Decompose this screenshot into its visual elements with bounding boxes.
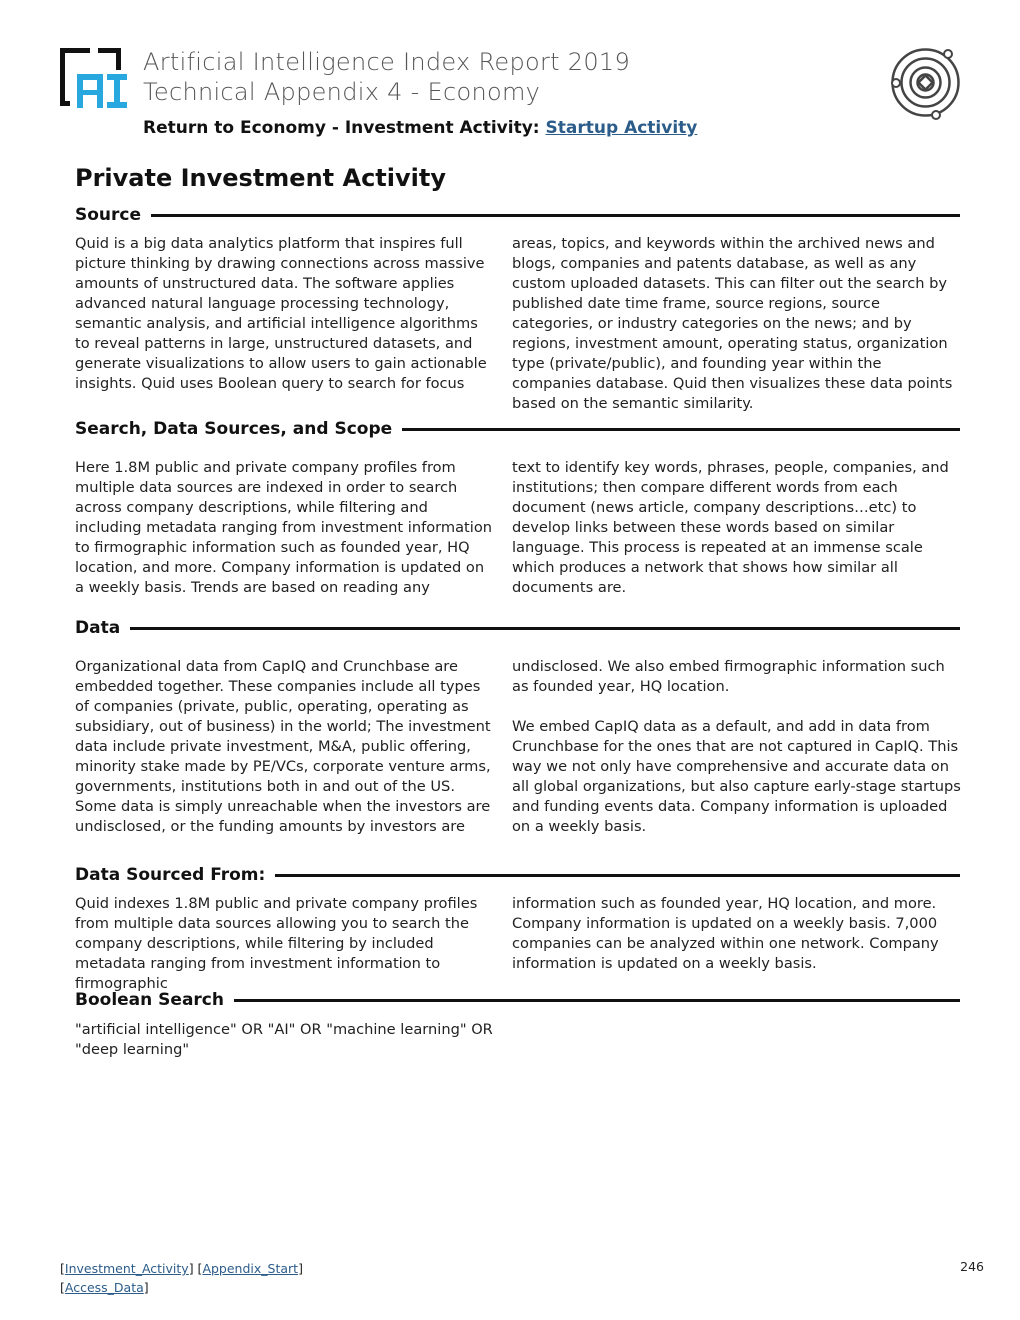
section-divider [234, 999, 960, 1002]
orbit-logo-icon [888, 45, 963, 120]
section-divider [402, 428, 960, 431]
boolean-query-text: "artificial intelligence" OR "AI" OR "machine learning" OR "deep learning" [75, 1021, 493, 1058]
section-heading-label: Data [75, 618, 121, 638]
source-text-right: areas, topics, and keywords within the archived news and blogs, companies and patents database, as well as any custom uploaded datasets. This can filter out the search by published date time frame, source regions, source categories, or industry categories on the news; and by regions, investment amount, operating status, organization type (private/public), and founding year within the companies database. Quid then visualizes these data points based on the semantic similarity. [512, 235, 953, 412]
ai-index-logo [58, 46, 130, 110]
sourced-text-left: Quid indexes 1.8M public and private company profiles from multiple data sources allowing you to search the company descriptions, while filtering by included metadata ranging from investment information to firmographic [75, 895, 478, 992]
section-heading-boolean [75, 990, 960, 1010]
report-title: Artificial Intelligence Index Report 2019 [143, 48, 631, 76]
report-subtitle: Technical Appendix 4 - Economy [143, 78, 541, 106]
section-heading-label: Boolean Search [75, 990, 224, 1010]
page-number: 246 [960, 1259, 984, 1274]
access-data-link[interactable]: Access_Data [64, 1280, 144, 1295]
section-heading-data [75, 618, 960, 638]
search-text-left: Here 1.8M public and private company profiles from multiple data sources are indexed in order to search across company descriptions, while filtering and including metadata ranging from investment information to firmographic information such as founded year, HQ location, and more. Company information is updated on a weekly basis. Trends are based on reading any [75, 459, 493, 596]
section-heading-search [75, 419, 960, 439]
appendix-start-link[interactable]: Appendix_Start [202, 1261, 299, 1276]
section-heading-sourced [75, 865, 960, 885]
search-text-right: text to identify key words, phrases, people, companies, and institutions; then compare different words from each document (news article, company descriptions…etc) to develop links between these words based on similar language. This process is repeated at an immense scale which produces a network that shows how similar all documents are. [512, 459, 949, 596]
footer-navigation: [Investment_Activity] [Appendix_Start] [Access_Data] [60, 1261, 303, 1295]
sourced-text-right: information such as founded year, HQ location, and more. Company information is updated on a weekly basis. 7,000 companies can be analyzed within one network. Company information is updated on a weekly basis. [512, 895, 939, 972]
return-navigation [143, 118, 697, 138]
data-text-right: undisclosed. We also embed firmographic information such as founded year, HQ location. We embed CapIQ data as a default, and add in data from Crunchbase for the ones that are not captured in CapIQ. This way we not only have comprehensive and accurate data on all global organizations, but also capture early-stage startups and funding events data. Company information is uploaded on a weekly basis. [512, 658, 961, 835]
section-heading-source [75, 205, 960, 225]
investment-activity-link[interactable]: Investment_Activity [64, 1261, 189, 1276]
section-heading-label: Search, Data Sources, and Scope [75, 419, 393, 439]
section-heading-label: Source [75, 205, 142, 225]
section-divider [151, 214, 960, 217]
section-heading-label: Data Sourced From: [75, 865, 266, 885]
section-divider [275, 874, 960, 877]
section-divider [130, 627, 960, 630]
startup-activity-link[interactable]: Startup Activity [545, 118, 698, 138]
return-prefix: Return to Economy - Investment Activity: [143, 118, 540, 138]
data-text-left: Organizational data from CapIQ and Crunchbase are embedded together. These companies include all types of companies (private, public, operating, operating as subsidiary, out of business) in the world; The investment data include private investment, M&A, public offering, minority stake made by PE/VCs, corporate venture arms, governments, institutions both in and out of the US. Some data is simply unreachable when the investors are undisclosed, or the funding amounts by investors are [75, 658, 491, 835]
source-text-left: Quid is a big data analytics platform that inspires full picture thinking by drawing connections across massive amounts of unstructured data. The software applies advanced natural language processing technology, semantic analysis, and artificial intelligence algorithms to reveal patterns in large, unstructured datasets, and generate visualizations to allow users to gain actionable insights. Quid uses Boolean query to search for focus [75, 235, 487, 392]
page-title: Private Investment Activity [75, 164, 446, 192]
